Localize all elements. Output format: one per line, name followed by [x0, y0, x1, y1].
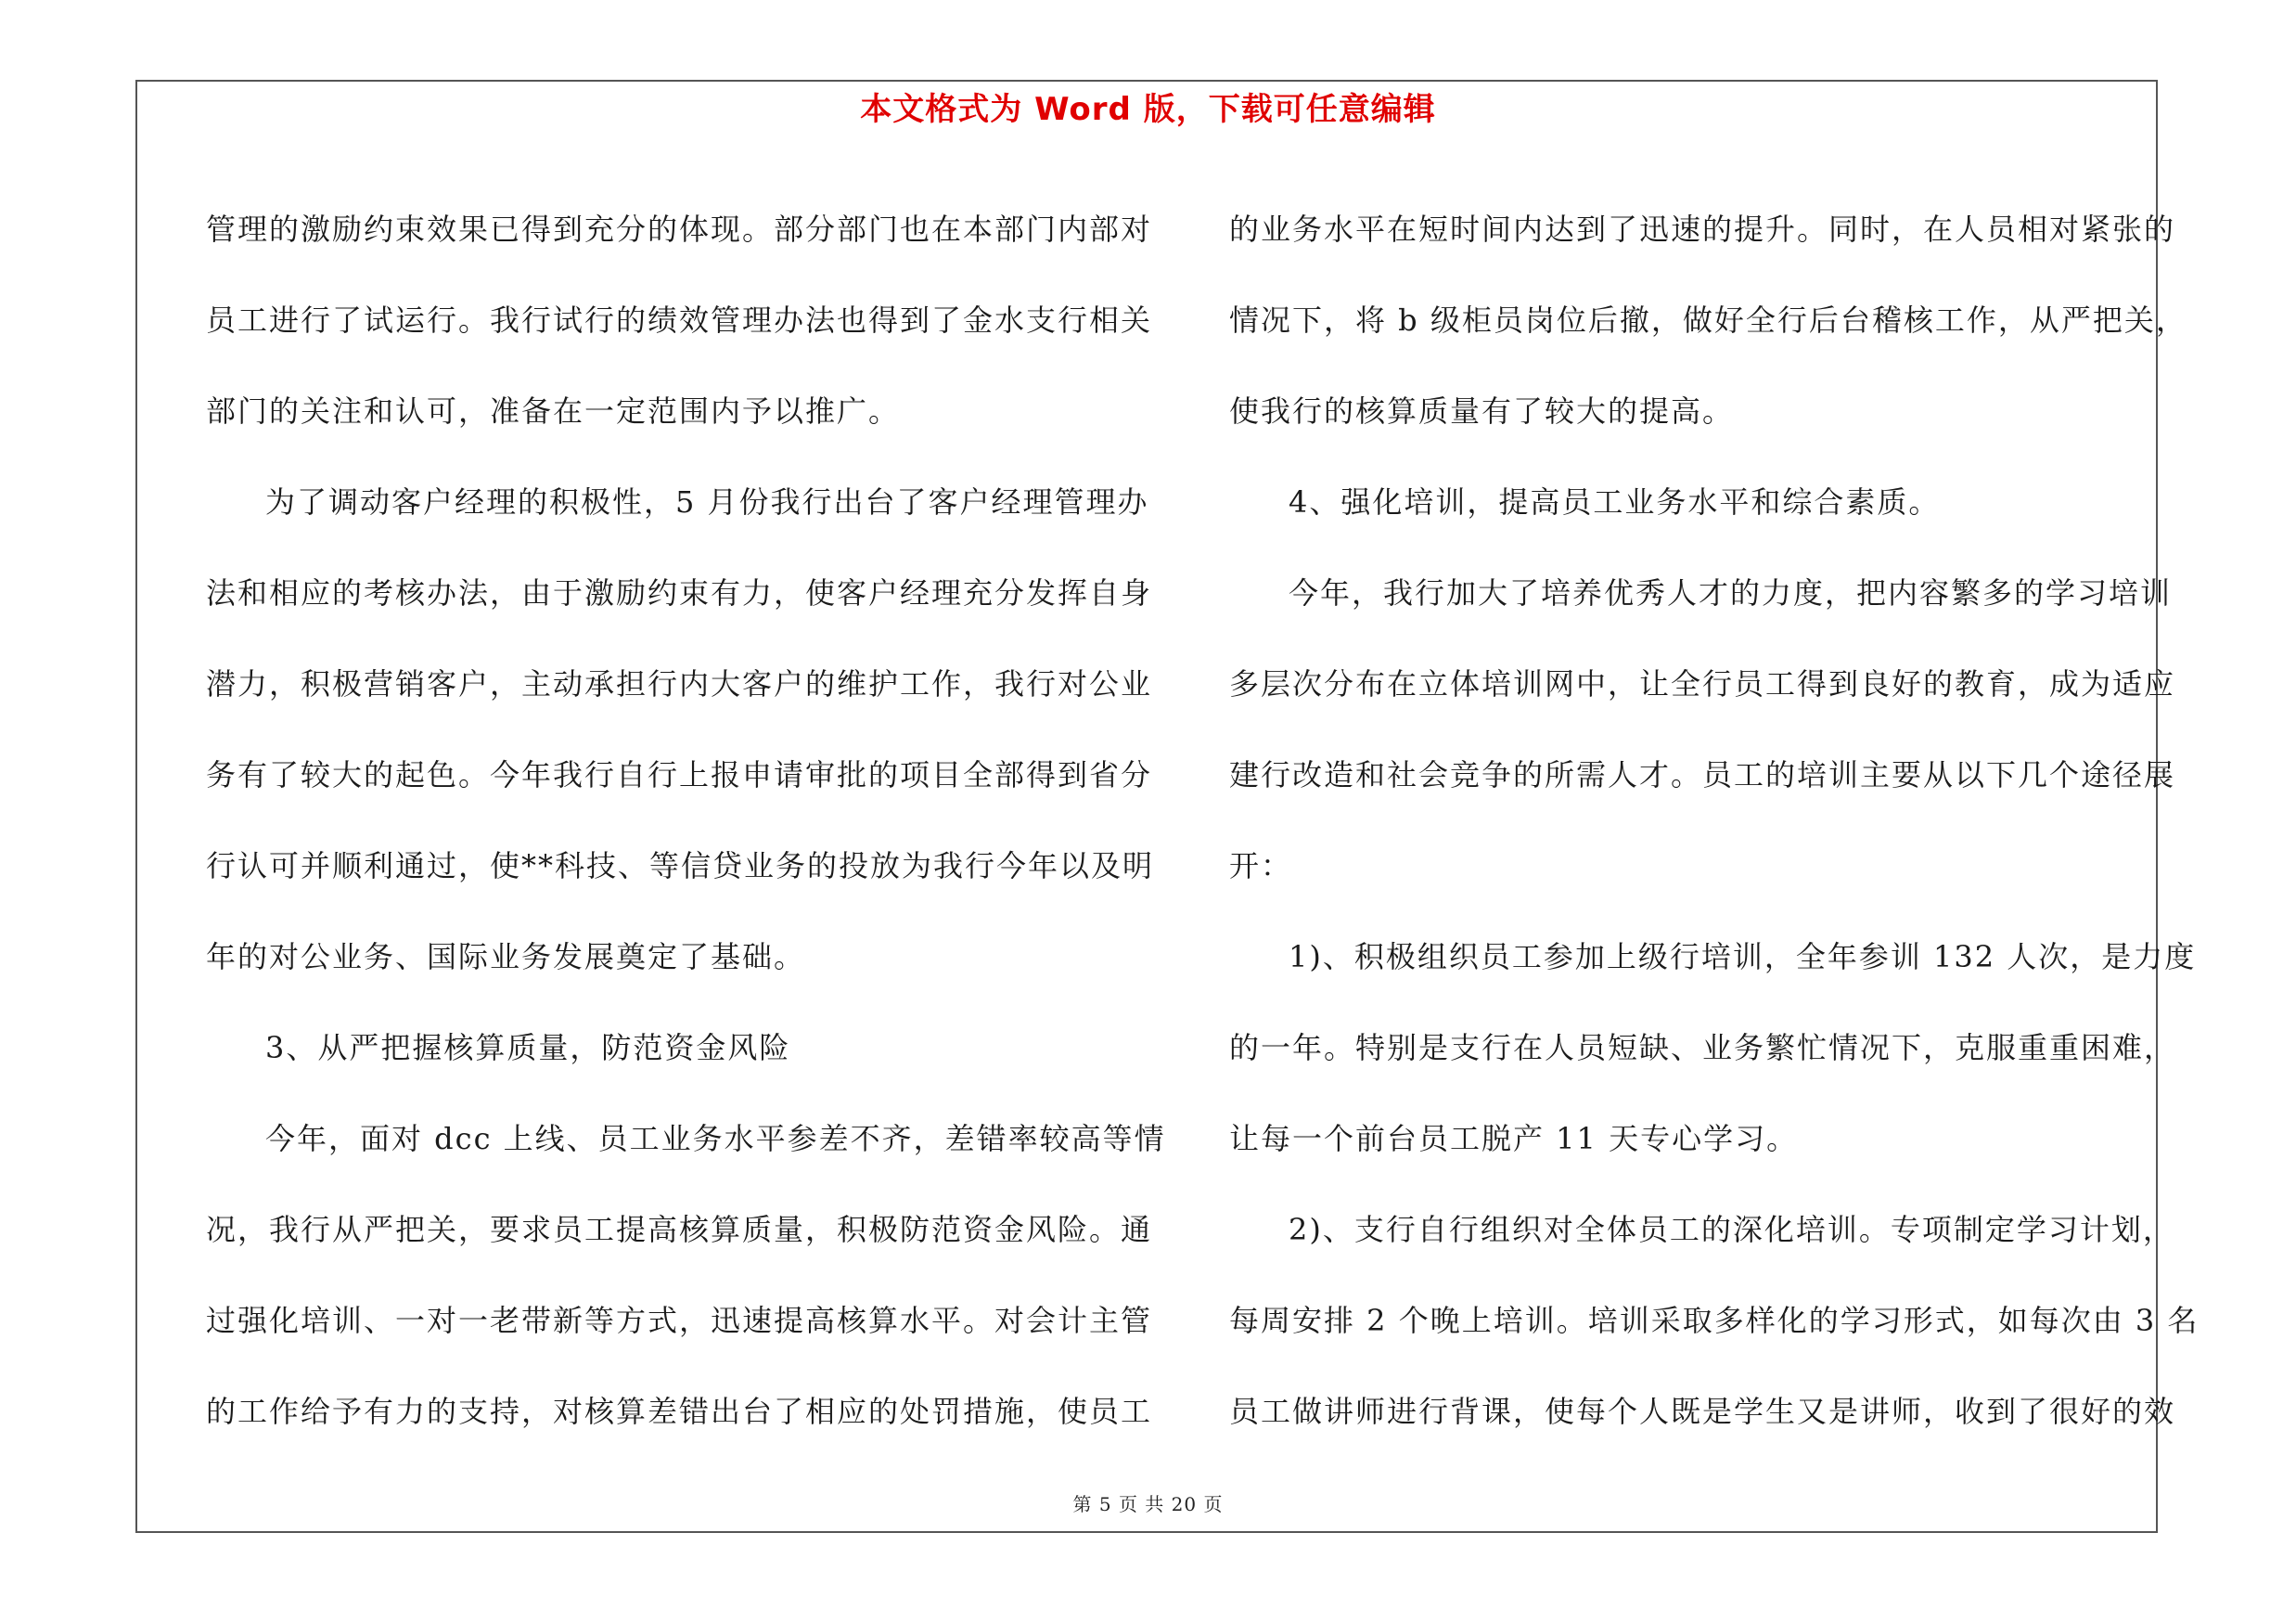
text-line: 部门的关注和认可，准备在一定范围内予以推广。	[206, 393, 901, 429]
text-line: 过强化培训、一对一老带新等方式，迅速提高核算水平。对会计主管	[206, 1303, 1153, 1338]
text-line: 的工作给予有力的支持，对核算差错出台了相应的处罚措施，使员工	[206, 1394, 1153, 1429]
text-line: 的一年。特别是支行在人员短缺、业务繁忙情况下，克服重重困难，	[1229, 1030, 2176, 1065]
section-heading: 4、强化培训，提高员工业务水平和综合素质。	[1289, 484, 1941, 520]
text-line: 每周安排 2 个晚上培训。培训采取多样化的学习形式，如每次由 3 名	[1229, 1303, 2200, 1338]
text-line: 行认可并顺利通过，使**科技、等信贷业务的投放为我行今年以及明	[206, 848, 1155, 883]
text-line: 员工进行了试运行。我行试行的绩效管理办法也得到了金水支行相关	[206, 303, 1153, 338]
text-line: 多层次分布在立体培训网中，让全行员工得到良好的教育，成为适应	[1229, 666, 2176, 702]
text-line: 2)、支行自行组织对全体员工的深化培训。专项制定学习计划，	[1289, 1212, 2174, 1247]
text-line: 潜力，积极营销客户，主动承担行内大客户的维护工作，我行对公业	[206, 666, 1153, 702]
text-line: 今年，面对 dcc 上线、员工业务水平参差不齐，差错率较高等情	[265, 1121, 1166, 1156]
text-line: 使我行的核算质量有了较大的提高。	[1229, 393, 1735, 429]
text-line: 法和相应的考核办法，由于激励约束有力，使客户经理充分发挥自身	[206, 575, 1153, 611]
text-line: 让每一个前台员工脱产 11 天专心学习。	[1229, 1121, 1799, 1156]
text-line: 为了调动客户经理的积极性，5 月份我行出台了客户经理管理办	[265, 484, 1149, 520]
text-line: 今年，我行加大了培养优秀人才的力度，把内容繁多的学习培训	[1289, 575, 2173, 611]
text-line: 管理的激励约束效果已得到充分的体现。部分部门也在本部门内部对	[206, 212, 1153, 247]
text-line: 年的对公业务、国际业务发展奠定了基础。	[206, 939, 806, 974]
text-line: 的业务水平在短时间内达到了迅速的提升。同时，在人员相对紧张的	[1229, 212, 2176, 247]
right-text-column	[1229, 184, 2200, 1457]
text-line: 开：	[1229, 848, 1293, 883]
text-line: 员工做讲师进行背课，使每个人既是学生又是讲师，收到了很好的效	[1229, 1394, 2176, 1429]
left-text-column	[206, 184, 1166, 1457]
text-line: 情况下，将 b 级柜员岗位后撤，做好全行后台稽核工作，从严把关，	[1229, 303, 2187, 338]
page-number-footer: 第 5 页 共 20 页	[1072, 1493, 1224, 1515]
text-line: 建行改造和社会竞争的所需人才。员工的培训主要从以下几个途径展	[1229, 757, 2176, 792]
section-heading: 3、从严把握核算质量，防范资金风险	[265, 1030, 791, 1065]
text-line: 况，我行从严把关，要求员工提高核算质量，积极防范资金风险。通	[206, 1212, 1153, 1247]
text-line: 1)、积极组织员工参加上级行培训，全年参训 132 人次，是力度	[1289, 939, 2197, 974]
text-line: 务有了较大的起色。今年我行自行上报申请审批的项目全部得到省分	[206, 757, 1153, 792]
document-banner: 本文格式为 Word 版，下载可任意编辑	[860, 91, 1436, 128]
